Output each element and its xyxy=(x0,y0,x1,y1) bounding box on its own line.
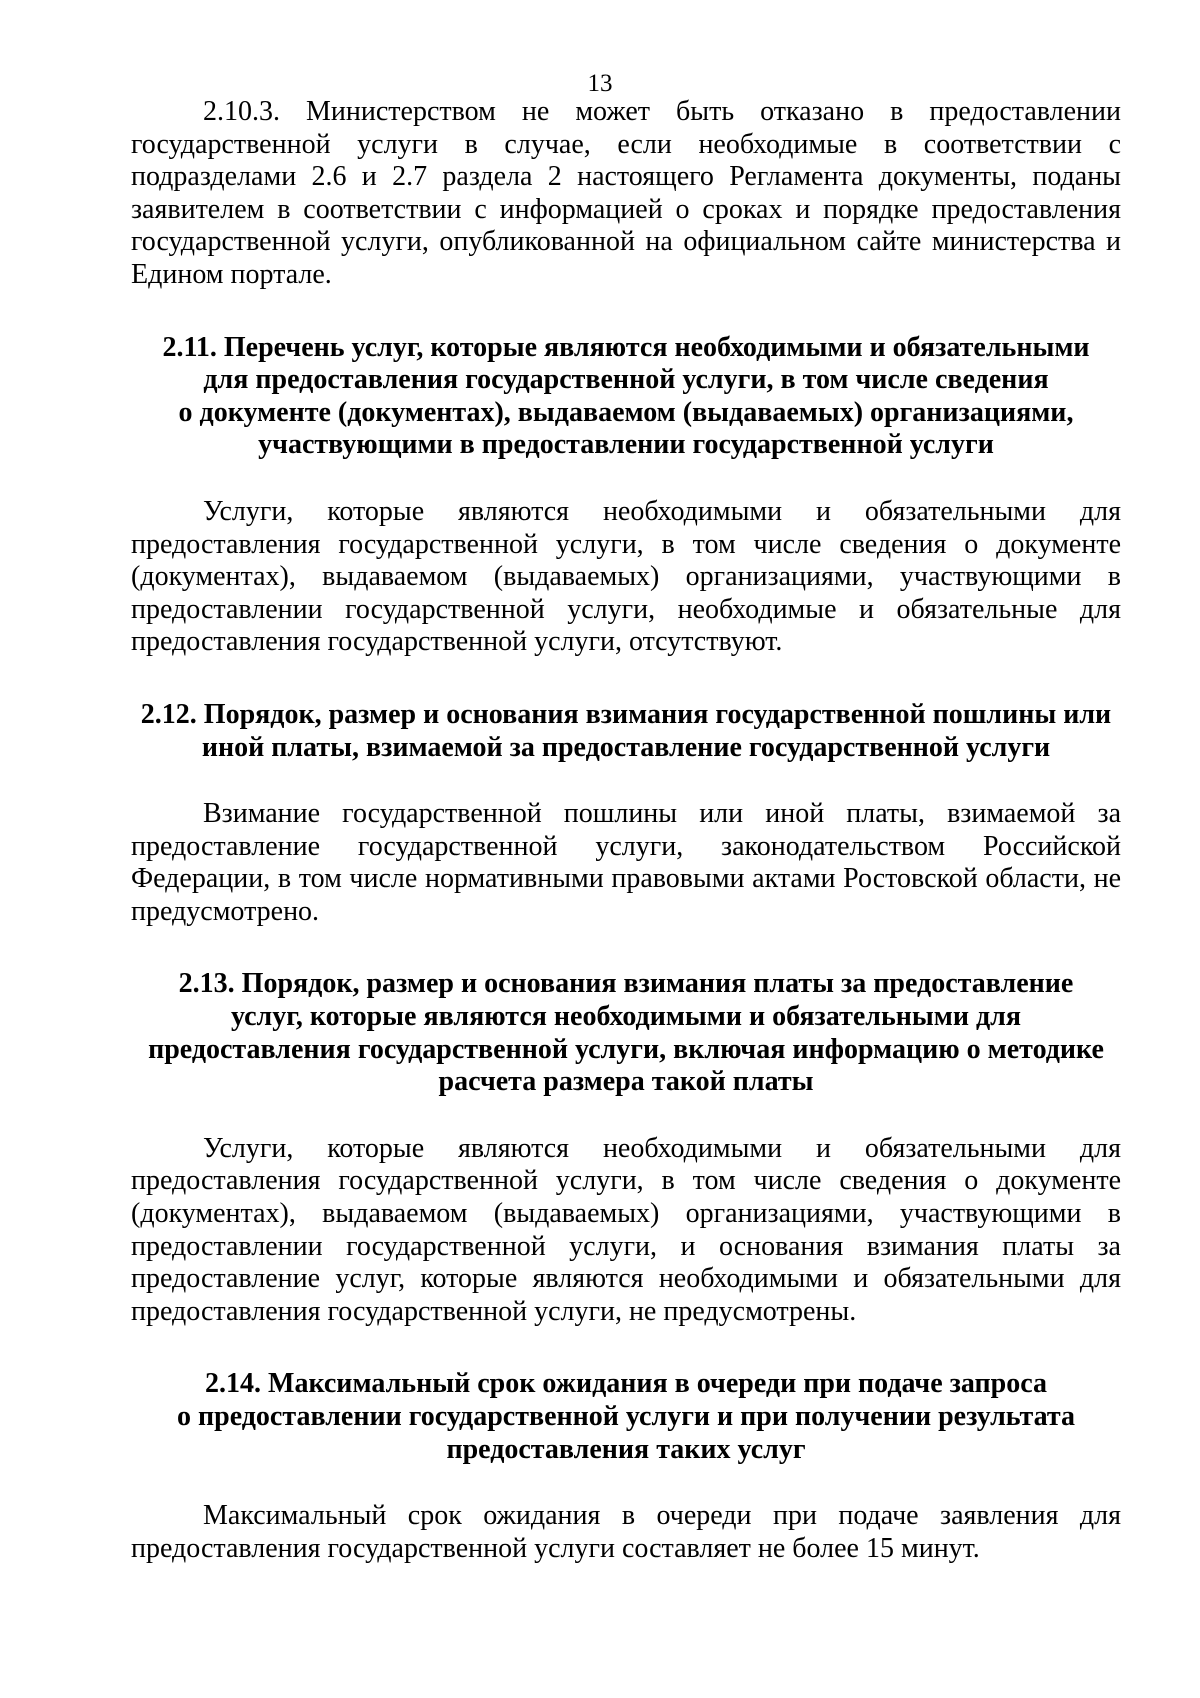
paragraph-2-10-3: 2.10.3. Министерством не может быть отказано в предоставлении государственной услуги в случае, если необходимые в соответствии с подразделами 2.6 и 2.7 раздела 2 настоящего Регламента документы, поданы заявителем в соответствии с информацией о сроках и порядке предоставления государственной услуги, опубликованной на официальном сайте министерства и Едином портале. xyxy=(131,96,1121,290)
heading-line: о документе (документах), выдаваемом (выдаваемых) организациями, xyxy=(178,396,1074,428)
spacer xyxy=(131,1328,1121,1368)
heading-line: 2.13. Порядок, размер и основания взимания платы за предоставление xyxy=(178,968,1074,1000)
spacer xyxy=(131,659,1121,699)
heading-line: о предоставлении государственной услуги и при получении результата xyxy=(177,1401,1075,1432)
spacer xyxy=(131,292,1121,332)
heading-line: 2.11. Перечень услуг, которые являются необходимыми и обязательными xyxy=(162,331,1090,363)
heading-2-14 xyxy=(131,1368,1121,1466)
spacer xyxy=(131,1466,1121,1500)
paragraph-2-14: Максимальный срок ожидания в очереди при подаче заявления для предоставления государственной услуги составляет не более 15 минут. xyxy=(131,1500,1121,1564)
heading-line: услуг, которые являются необходимыми и обязательными для xyxy=(230,1001,1021,1033)
heading-line: для предоставления государственной услуги, в том числе сведения xyxy=(203,364,1049,396)
paragraph-2-12: Взимание государственной пошлины или иной платы, взимаемой за предоставление государственной услуги, законодательством Российской Федерации, в том числе нормативными правовыми актами Ростовской области, не предусмотрено. xyxy=(131,798,1121,927)
paragraph-2-11: Услуги, которые являются необходимыми и обязательными для предоставления государственной услуги, в том числе сведения о документе (документах), выдаваемом (выдаваемых) организациями, участвующими в предоставлении государственной услуги, необходимые и обязательные для предоставления государственной услуги, отсутствуют. xyxy=(131,495,1121,658)
heading-line: иной платы, взимаемой за предоставление государственной услуги xyxy=(201,731,1051,763)
spacer xyxy=(131,1099,1121,1133)
spacer xyxy=(131,928,1121,968)
heading-2-13 xyxy=(131,968,1121,1098)
paragraph-2-13: Услуги, которые являются необходимыми и обязательными для предоставления государственной услуги, в том числе сведения о документе (документах), выдаваемом (выдаваемых) организациями, участвующими в предоставлении государственной услуги, и основания взимания платы за предоставление услуг, которые являются необходимыми и обязательными для предоставления государственной услуги, не предусмотрены. xyxy=(131,1132,1121,1327)
heading-line: предоставления таких услуг xyxy=(446,1433,806,1465)
heading-line: расчета размера такой платы xyxy=(438,1066,814,1098)
heading-2-12 xyxy=(131,699,1121,764)
heading-line: 2.12. Порядок, размер и основания взимания государственной пошлины или xyxy=(140,698,1112,730)
heading-line: 2.14. Максимальный срок ожидания в очереди при подаче запроса xyxy=(205,1368,1047,1400)
spacer xyxy=(131,764,1121,798)
document-content xyxy=(131,96,1121,1565)
heading-line: участвующими в предоставлении государственной услуги xyxy=(258,429,994,461)
heading-line: предоставления государственной услуги, включая информацию о методике xyxy=(148,1033,1104,1065)
spacer xyxy=(131,462,1121,496)
page-number: 13 xyxy=(587,70,613,97)
heading-2-11 xyxy=(131,332,1121,462)
